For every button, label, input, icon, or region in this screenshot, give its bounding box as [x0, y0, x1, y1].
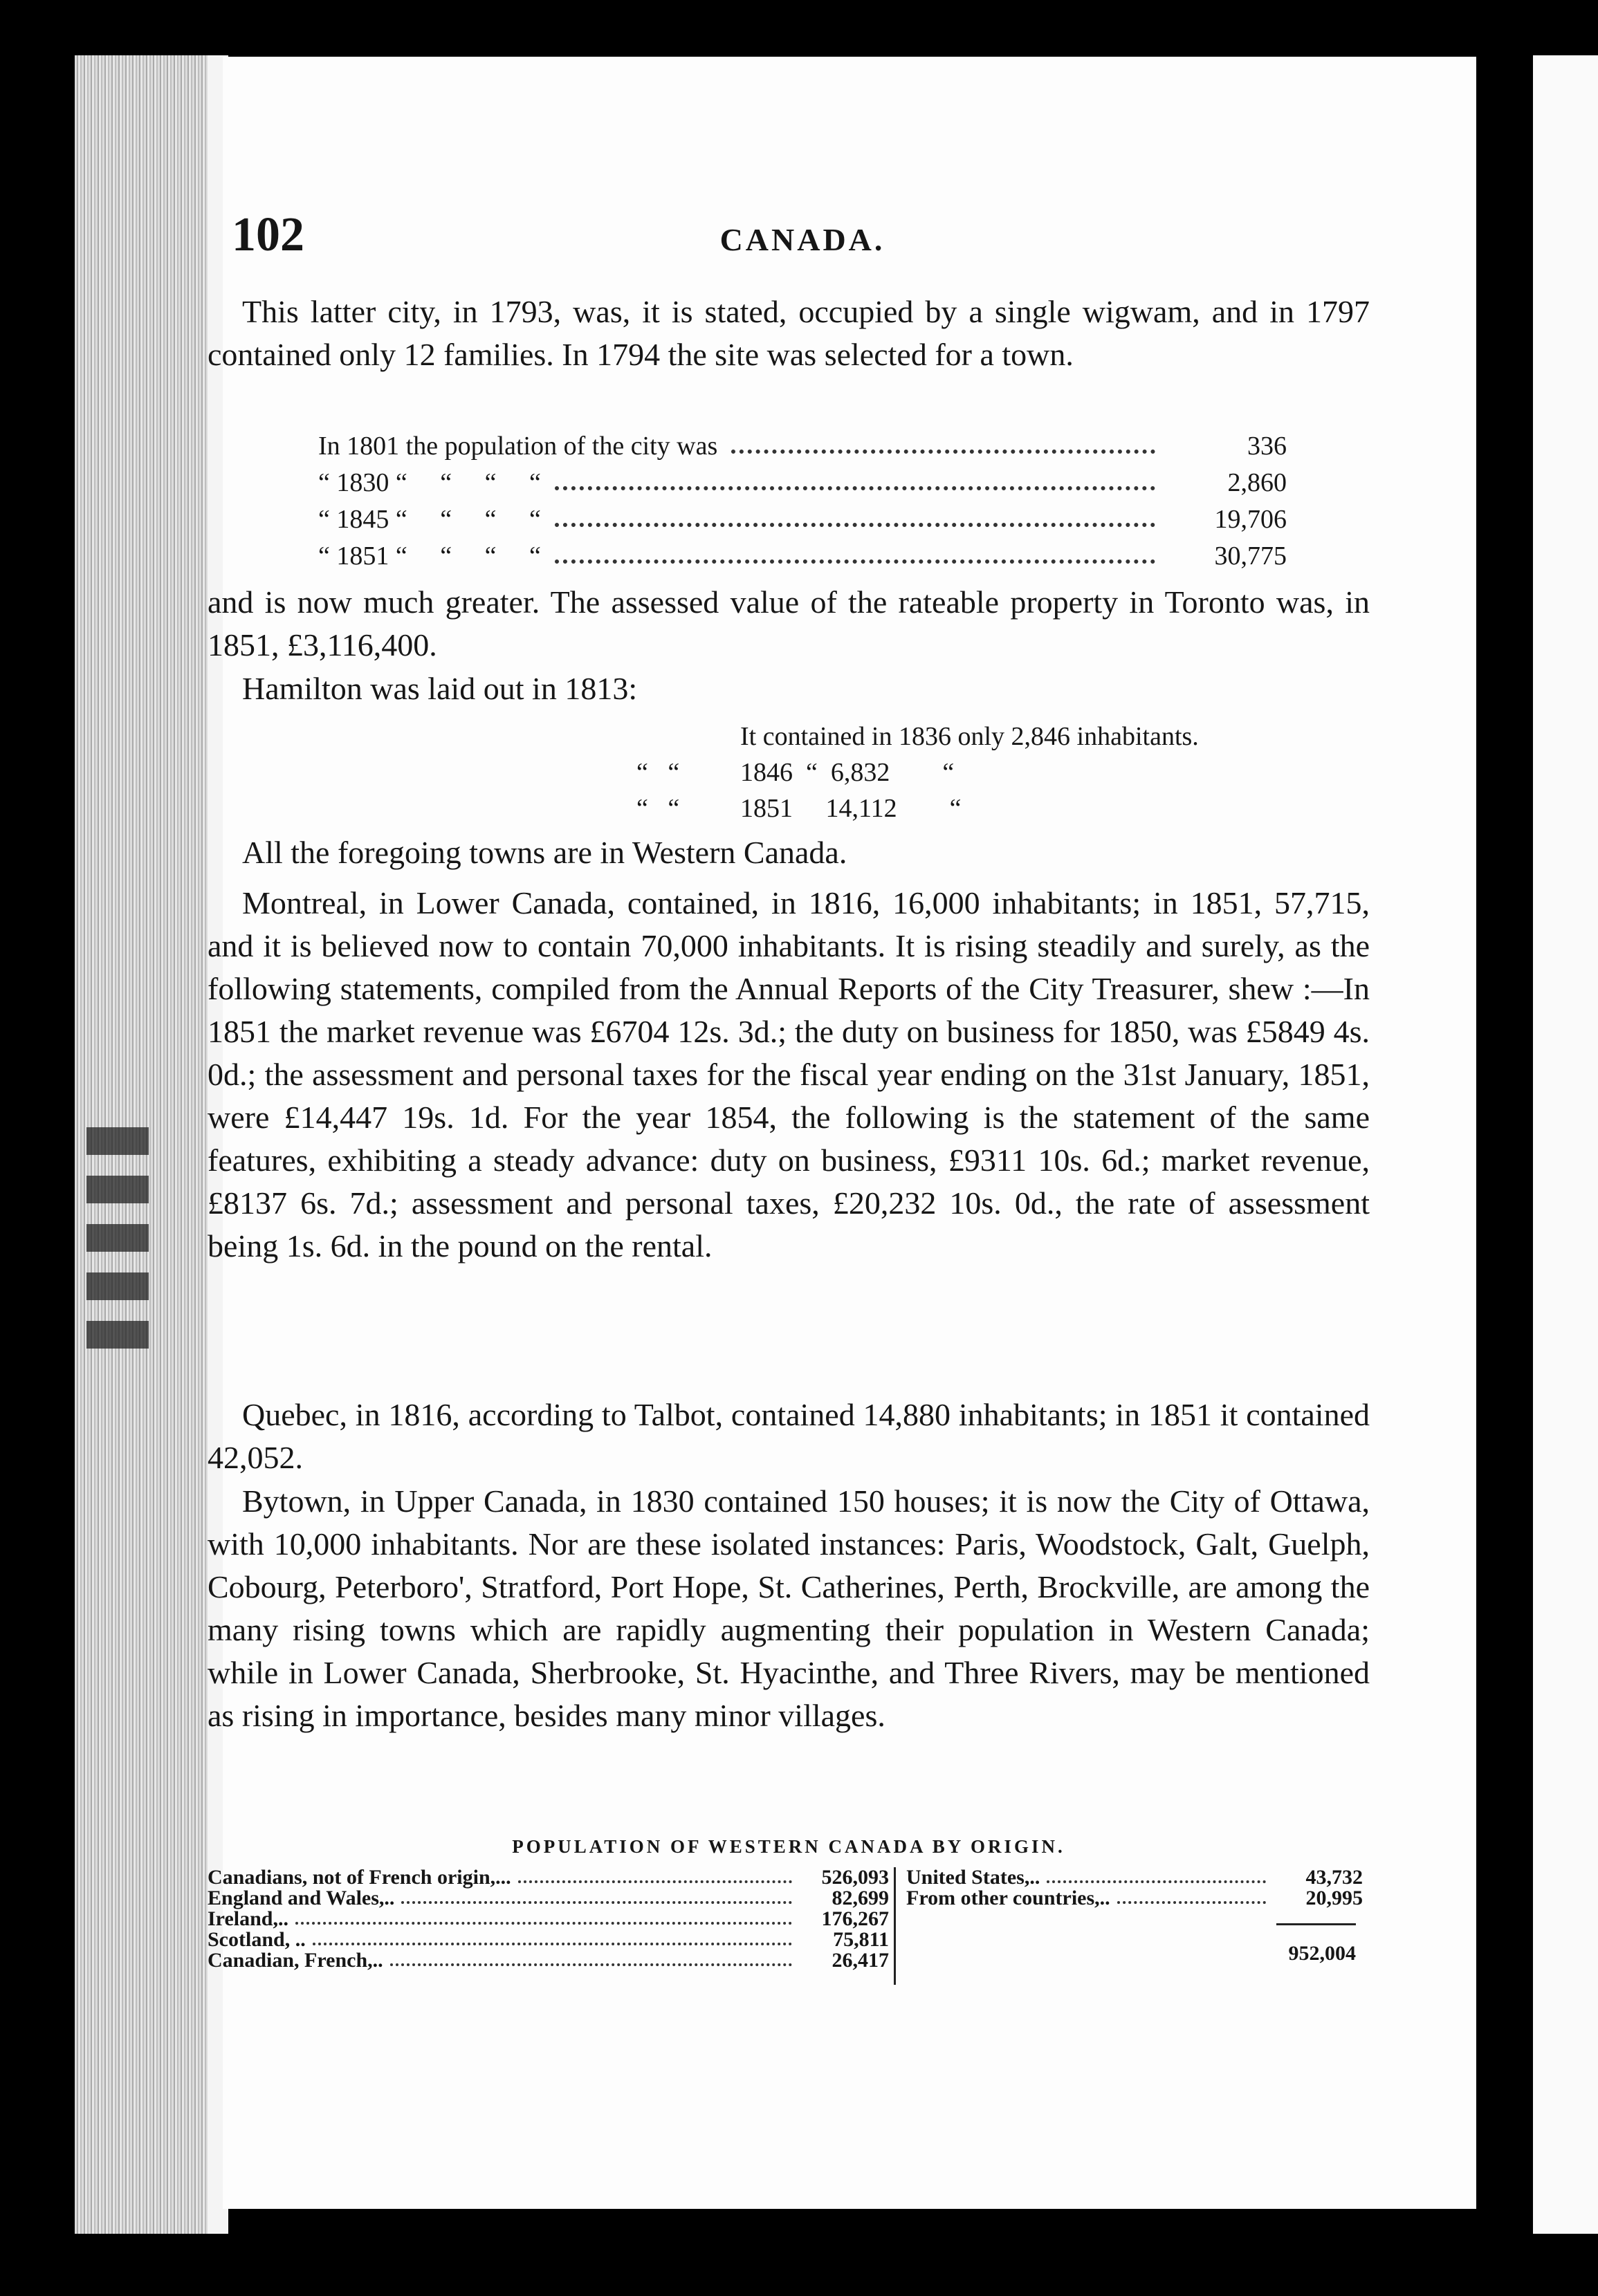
origin-label: Ireland,.. — [208, 1907, 288, 1930]
population-row-label: “ 1845 “ “ “ “ — [318, 505, 541, 534]
table-row — [208, 1950, 889, 1971]
page-number: 102 — [232, 208, 304, 261]
origin-label: Scotland, .. — [208, 1928, 306, 1951]
origin-value: 75,811 — [833, 1928, 889, 1951]
population-row — [318, 429, 1287, 463]
hamilton-row-ditto: “ “ — [636, 794, 680, 823]
paragraph-quebec: Quebec, in 1816, according to Talbot, contained 14,880 inhabitants; in 1851 it contained 42,052. — [208, 1397, 1370, 1475]
population-row-label: “ 1851 “ “ “ “ — [318, 541, 541, 571]
hamilton-row — [636, 755, 1204, 790]
dot-leader — [731, 429, 1155, 454]
origin-value: 526,093 — [821, 1866, 889, 1889]
running-head — [232, 152, 1373, 261]
hamilton-row-ditto: “ “ — [636, 758, 680, 787]
paragraph-toronto-after: and is now much greater. The assessed value of the rateable property in Toronto was, in 1851, £3,116,400. — [208, 584, 1370, 663]
population-row-value: 19,706 — [1214, 505, 1287, 534]
hamilton-row-text: It contained in 1836 only 2,846 inhabitants. — [740, 722, 1199, 751]
population-row — [318, 465, 1287, 500]
population-row-label: In 1801 the population of the city was — [318, 432, 718, 461]
total-rule — [1276, 1923, 1356, 1925]
population-row-label: “ 1830 “ “ “ “ — [318, 468, 541, 497]
dot-leader — [518, 1867, 792, 1883]
dot-leader — [555, 502, 1155, 527]
paragraph-montreal: Montreal, in Lower Canada, contained, in 1816, 16,000 inhabitants; in 1851, 57,715, and it is believed now to contain 70,000 inhabitants. It is rising steadily and surely, as the following statements, compiled from the Annual Reports of the City Treasurer, shew :—In 1851 the market revenue was £6704 12s. 3d.; the duty on business for 1850, was £5849 4s. 0d.; the assessment and personal taxes for the fiscal year ending on the 31st January, 1851, were £14,447 19s. 1d. For the year 1854, the following is the statement of the same features, exhibiting a steady advance: duty on business, £9311 10s. 6d.; market revenue, £8137 6s. 7d.; assessment and personal taxes, £20,232 10s. 0d., the rate of assessment being 1s. 6d. in the pound on the rental. — [208, 885, 1370, 1263]
origin-table-right — [906, 1867, 1363, 1985]
origin-value: 43,732 — [1305, 1866, 1363, 1889]
table-column-divider — [894, 1867, 896, 1985]
origin-label: United States,.. — [906, 1866, 1040, 1889]
origin-label: England and Wales,.. — [208, 1887, 395, 1909]
hamilton-row-text: 1846 “ 6,832 “ — [740, 758, 955, 787]
dot-leader — [313, 1929, 792, 1945]
table-row — [208, 1909, 889, 1929]
dot-leader — [295, 1909, 792, 1925]
population-row-value: 336 — [1247, 432, 1287, 461]
paragraph-western-note: All the foregoing towns are in Western Canada. — [242, 835, 847, 870]
origin-value: 82,699 — [832, 1887, 889, 1909]
origin-table-title: POPULATION OF WESTERN CANADA BY ORIGIN. — [512, 1836, 1065, 1857]
dot-leader — [1117, 1888, 1266, 1904]
hamilton-row — [636, 719, 1204, 754]
population-row-value: 2,860 — [1227, 468, 1287, 497]
population-row — [318, 539, 1287, 573]
dot-leader — [401, 1888, 792, 1904]
table-row — [208, 1867, 889, 1888]
running-title: CANADA. — [719, 222, 885, 257]
dot-leader — [555, 539, 1155, 564]
origin-value: 176,267 — [821, 1907, 889, 1930]
paragraph-bytown: Bytown, in Upper Canada, in 1830 contained 150 houses; it is now the City of Ottawa, with 10,000 inhabitants. Nor are these isolated instances: Paris, Woodstock, Galt, Guelph, Cobourg, Peterboro', Stratford, Port Hope, St. Catherines, Perth, Brockville, are among the many rising towns which are rapidly augmenting their population in Western Canada; while in Lower Canada, Sherbrooke, St. Hyacinthe, and Three Rivers, may be mentioned as rising in importance, besides many minor villages. — [208, 1483, 1370, 1733]
origin-value: 20,995 — [1305, 1887, 1363, 1909]
table-row — [906, 1888, 1363, 1909]
table-row — [208, 1888, 889, 1909]
population-row-value: 30,775 — [1214, 541, 1287, 571]
paragraph-toronto-intro: This latter city, in 1793, was, it is stated, occupied by a single wigwam, and in 1797 contained only 12 families. In 1794 the site was selected for a town. — [208, 294, 1370, 372]
origin-label: Canadians, not of French origin,... — [208, 1866, 511, 1889]
origin-label: From other countries,.. — [906, 1887, 1110, 1909]
table-row — [208, 1929, 889, 1950]
hamilton-row — [636, 791, 1204, 826]
dot-leader — [390, 1950, 792, 1966]
hamilton-row-text: 1851 14,112 “ — [740, 794, 962, 823]
origin-value: 26,417 — [832, 1949, 889, 1972]
origin-table-left — [208, 1867, 889, 1985]
paragraph-hamilton-intro: Hamilton was laid out in 1813: — [242, 671, 638, 706]
dot-leader — [555, 465, 1155, 490]
origin-table-total: 952,004 — [1288, 1942, 1356, 1965]
origin-label: Canadian, French,.. — [208, 1949, 383, 1972]
population-row — [318, 502, 1287, 537]
dot-leader — [1047, 1867, 1266, 1883]
hamilton-row-ditto — [636, 719, 740, 754]
table-row — [906, 1867, 1363, 1888]
